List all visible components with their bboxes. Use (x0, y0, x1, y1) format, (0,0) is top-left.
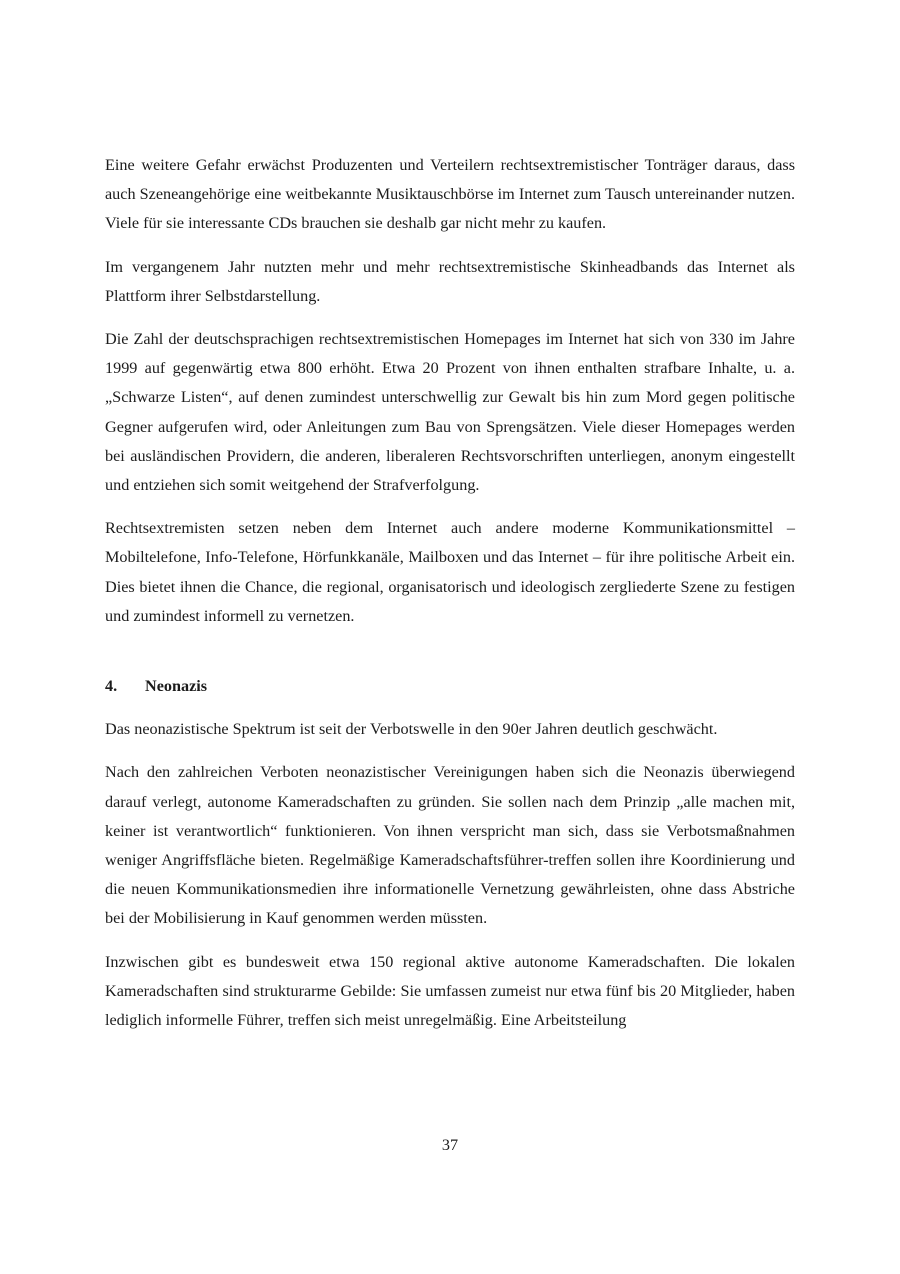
paragraph-bundesweit: Inzwischen gibt es bundesweit etwa 150 regional aktive autonome Kameradschaften. Die lokalen Kameradschaften sind strukturarme Gebilde: Sie umfassen zumeist nur etwa fünf bis 20 Mitglieder, haben lediglich informelle Führer, treffen sich meist unregelmäßig. Eine Arbeitsteilung (105, 952, 795, 1030)
paragraph-tontraeger: Eine weitere Gefahr erwächst Produzenten und Verteilern rechtsextremistischer Tonträger daraus, dass auch Szeneangehörige eine weitbekannte Musiktauschbörse im Internet zum Tausch untereinander nutzen. Viele für sie interessante CDs brauchen sie deshalb gar nicht mehr zu kaufen. (105, 156, 795, 233)
document-page (105, 151, 795, 1049)
paragraph-kameradschaften: Nach den zahlreichen Verboten neonazistischer Vereinigungen haben sich die Neonazis überwiegend darauf verlegt, autonome Kameradschaften zu gründen. Sie sollen nach dem Prinzip „alle machen mit, keiner ist verantwortlich“ funktionieren. Von ihnen verspricht man sich, dass sie Verbotsmaßnahmen weniger Angriffsfläche bieten. Regelmäßige Kameradschaftsführer-treffen sollen ihre Koordinierung und die neuen Kommunikationsmedien ihre informationelle Vernetzung gewährleisten, ohne dass Abstriche bei der Mobilisierung in Kauf genommen werden müssten. (105, 763, 795, 928)
paragraph-skinheadbands: Im vergangenem Jahr nutzten mehr und mehr rechtsextremistische Skinheadbands das Internet als Plattform ihrer Selbstdarstellung. (105, 257, 795, 305)
paragraph-spektrum: Das neonazistische Spektrum ist seit der Verbotswelle in den 90er Jahren deutlich geschwächt. (105, 720, 718, 739)
section-number: 4. (105, 677, 118, 696)
paragraph-kommunikationsmittel: Rechtsextremisten setzen neben dem Internet auch andere moderne Kommunikationsmittel – Mobiltelefone, Info-Telefone, Hörfunkkanäle, Mailboxen und das Internet – für ihre politische Arbeit ein. Dies bietet ihnen die Chance, die regional, organisatorisch und ideologisch zergliederte Szene zu festigen und zumindest informell zu vernetzen. (105, 519, 795, 625)
page-number: 37 (441, 1136, 459, 1154)
paragraph-homepages: Die Zahl der deutschsprachigen rechtsextremistischen Homepages im Internet hat sich von 330 im Jahre 1999 auf gegenwärtig etwa 800 erhöht. Etwa 20 Prozent von ihnen enthalten strafbare Inhalte, u. a. „Schwarze Listen“, auf denen zumindest unterschwellig zur Gewalt bis hin zum Mord gegen politische Gegner aufgerufen wird, oder Anleitungen zum Bau von Sprengsätzen. Viele dieser Homepages werden bei ausländischen Providern, die anderen, liberaleren Rechtsvorschriften unterliegen, anonym eingestellt und entziehen sich somit weitgehend der Strafverfolgung. (105, 330, 795, 495)
section-title: Neonazis (145, 677, 208, 696)
section-heading (105, 672, 795, 701)
